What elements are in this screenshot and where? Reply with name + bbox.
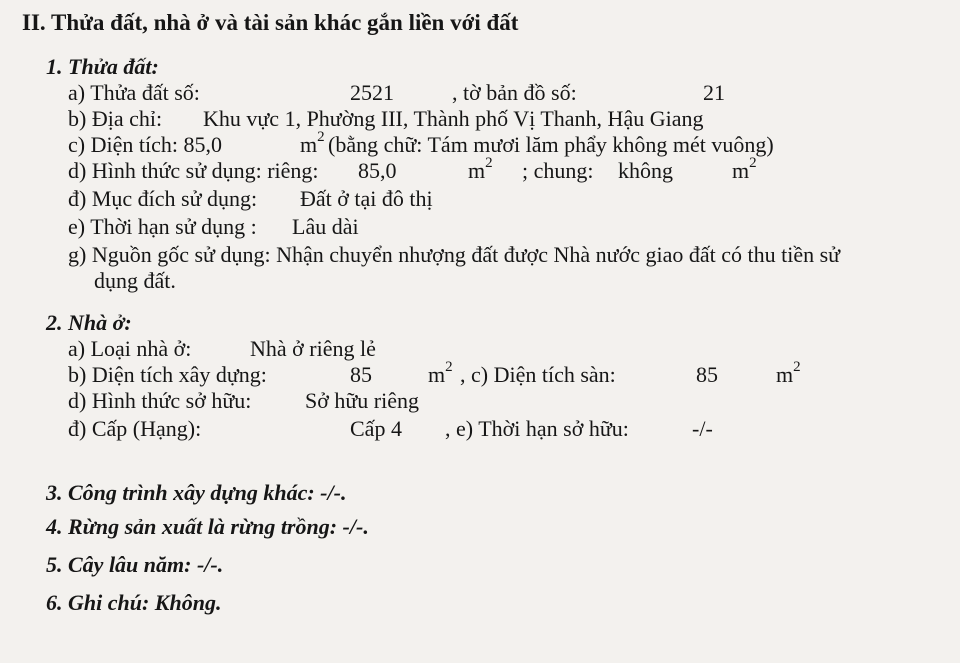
house-grade-value: Cấp 4 — [350, 416, 402, 441]
notes-item: 6. Ghi chú: Không. — [46, 590, 222, 615]
house-term-value: -/- — [692, 416, 713, 441]
land-origin-line1: g) Nguồn gốc sử dụng: Nhận chuyển nhượng đất được Nhà nước giao đất có thu tiền sử — [68, 242, 841, 267]
land-heading: 1. Thửa đất: — [46, 54, 159, 79]
section-title: II. Thửa đất, nhà ở và tài sản khác gắn liền với đất — [22, 10, 519, 35]
land-purpose-value: Đất ở tại đô thị — [300, 186, 433, 211]
land-origin-line2: dụng đất. — [94, 268, 176, 293]
production-forest-item: 4. Rừng sản xuất là rừng trồng: -/-. — [46, 514, 369, 539]
land-use-shared-label: ; chung: — [522, 158, 594, 183]
land-address-value: Khu vực 1, Phường III, Thành phố Vị Thanh, Hậu Giang — [203, 106, 704, 131]
house-heading: 2. Nhà ở: — [46, 310, 132, 335]
land-address-label: b) Địa chỉ: — [68, 106, 163, 131]
land-use-shared-value: không — [618, 158, 673, 183]
land-area-label: c) Diện tích: 85,0 — [68, 132, 222, 157]
land-use-form-label: d) Hình thức sử dụng: riêng: — [68, 158, 319, 183]
land-term-value: Lâu dài — [292, 214, 359, 239]
land-use-private-value: 85,0 — [358, 158, 397, 183]
house-grade-label: đ) Cấp (Hạng): — [68, 416, 202, 441]
house-floor-area-label: , c) Diện tích sàn: — [460, 362, 616, 387]
land-use-private-unit: $m^2$ — [468, 154, 493, 183]
house-ownership-label: d) Hình thức sở hữu: — [68, 388, 252, 413]
land-parcel-row — [68, 80, 200, 106]
land-purpose-label: đ) Mục đích sử dụng: — [68, 186, 258, 211]
perennial-trees-item: 5. Cây lâu năm: -/-. — [46, 552, 224, 577]
house-type-value: Nhà ở riêng lẻ — [250, 336, 376, 361]
land-map-label: , tờ bản đồ số: — [452, 80, 577, 105]
house-built-area-label: b) Diện tích xây dựng: — [68, 362, 267, 387]
house-floor-area-value: 85 — [696, 362, 718, 387]
land-map-number: 21 — [703, 80, 725, 105]
house-floor-area-unit: $m^2$ — [776, 358, 801, 387]
house-ownership-value: Sở hữu riêng — [305, 388, 419, 413]
land-parcel-label: a) Thửa đất số: — [68, 80, 200, 105]
land-parcel-number: 2521 — [350, 80, 394, 105]
land-term-label: e) Thời hạn sử dụng : — [68, 214, 257, 239]
house-term-label: , e) Thời hạn sở hữu: — [445, 416, 629, 441]
other-construction-item: 3. Công trình xây dựng khác: -/-. — [46, 480, 347, 505]
house-built-area-value: 85 — [350, 362, 372, 387]
land-use-shared-unit: $m^2$ — [732, 154, 757, 183]
house-type-label: a) Loại nhà ở: — [68, 336, 192, 361]
land-area-unit: $m^2$ — [300, 128, 325, 157]
house-built-area-unit: $m^2$ — [428, 358, 453, 387]
land-area-words: (bằng chữ: Tám mươi lăm phẩy không mét vuông) — [328, 132, 774, 157]
